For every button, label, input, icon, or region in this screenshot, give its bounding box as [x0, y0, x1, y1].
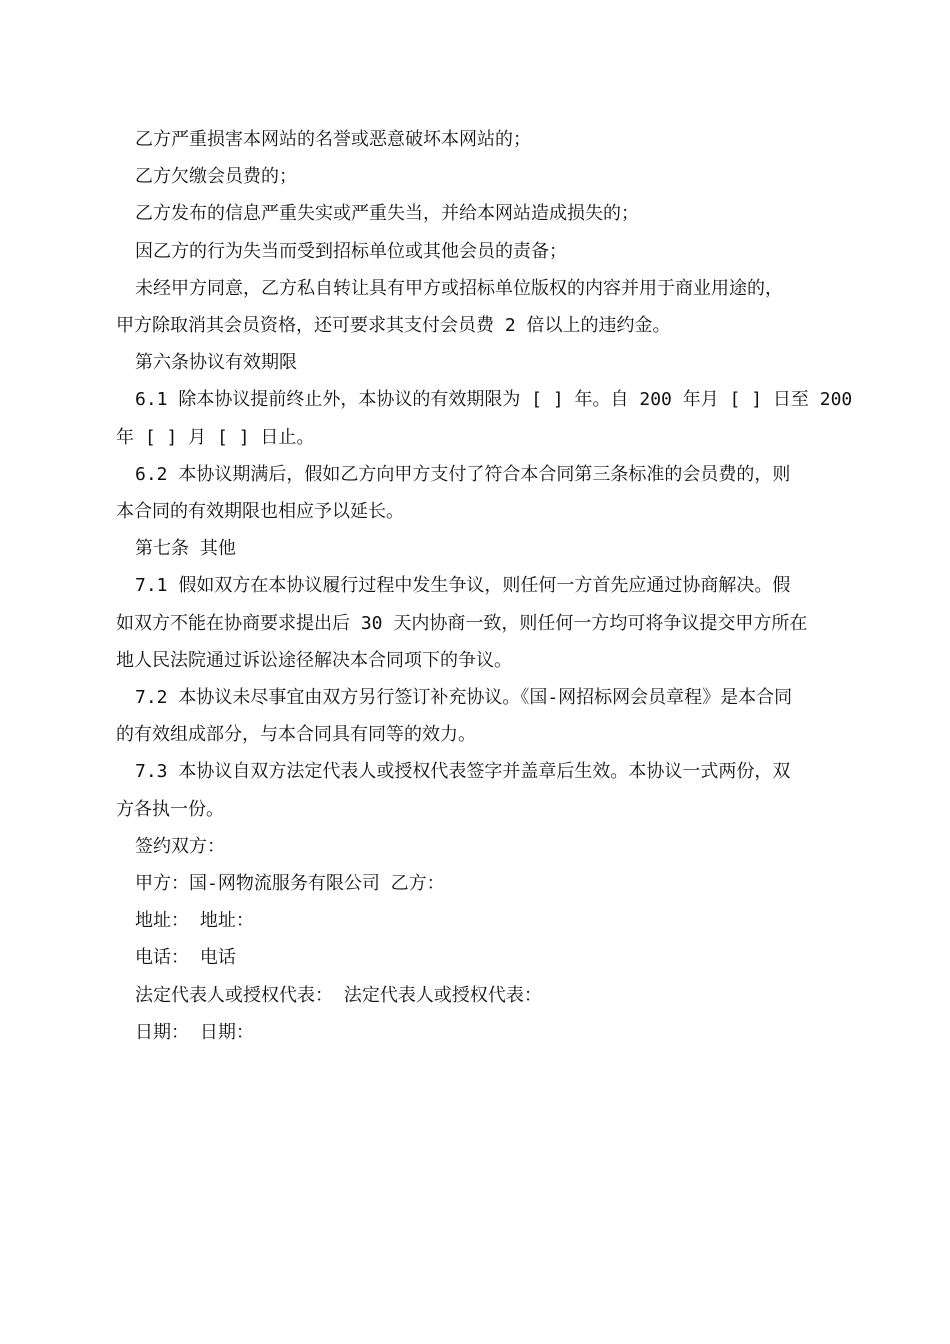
text-line: 第六条协议有效期限 — [135, 352, 297, 374]
text-line: 签约双方： — [135, 835, 225, 857]
text-line: 未经甲方同意，乙方私自转让具有甲方或招标单位版权的内容并用于商业用途的， — [135, 277, 783, 299]
clause-6-1 — [116, 381, 853, 455]
text-line: 6.2 本协议期满后，假如乙方向甲方支付了符合本合同第三条标准的会员费的，则 — [135, 463, 791, 485]
text-line: 本合同的有效期限也相应予以延长。 — [116, 501, 404, 523]
paragraph-violation-copyright — [116, 270, 838, 344]
clause-7-2 — [116, 679, 838, 753]
text-line: 地址： 地址： — [135, 910, 254, 932]
text-line: 年 [ ] 月 [ ] 日止。 — [116, 426, 315, 448]
text-line: 乙方欠缴会员费的； — [135, 166, 297, 188]
signing-parties-heading — [116, 828, 838, 865]
clause-7-1 — [116, 567, 838, 679]
text-line: 的有效组成部分，与本合同具有同等的效力。 — [116, 724, 476, 746]
paragraph-violation-reputation — [116, 121, 838, 158]
signing-phone — [116, 939, 838, 976]
text-line: 第七条 其他 — [135, 538, 236, 560]
text-line: 7.3 本协议自双方法定代表人或授权代表签字并盖章后生效。本协议一式两份，双 — [135, 761, 791, 783]
text-line: 7.2 本协议未尽事宜由双方另行签订补充协议。《国-网招标网会员章程》是本合同 — [135, 687, 793, 709]
text-line: 甲方：国-网物流服务有限公司 乙方： — [135, 873, 445, 895]
signing-address — [116, 902, 838, 939]
section-heading-article-7 — [116, 530, 838, 567]
text-line: 电话： 电话 — [135, 947, 236, 969]
text-line: 乙方严重损害本网站的名誉或恶意破坏本网站的； — [135, 129, 531, 150]
signing-date — [116, 1014, 838, 1051]
paragraph-violation-conduct — [116, 233, 838, 270]
signing-parties-names — [116, 865, 838, 902]
section-heading-article-6 — [116, 344, 838, 381]
paragraph-violation-false-info — [116, 195, 838, 232]
text-line: 法定代表人或授权代表： 法定代表人或授权代表： — [135, 984, 542, 1006]
clause-6-2 — [116, 456, 838, 530]
paragraph-violation-fees — [116, 158, 838, 195]
text-line: 6.1 除本协议提前终止外，本协议的有效期限为 [ ] 年。自 200 年月 [ ] 日至 200 — [135, 389, 853, 411]
text-line: 方各执一份。 — [116, 798, 224, 820]
signing-representative — [116, 977, 838, 1014]
clause-7-3 — [116, 753, 838, 827]
document-page — [116, 121, 853, 1051]
text-line: 日期： 日期： — [135, 1021, 254, 1043]
text-line: 因乙方的行为失当而受到招标单位或其他会员的责备； — [135, 240, 567, 262]
text-line: 7.1 假如双方在本协议履行过程中发生争议，则任何一方首先应通过协商解决。假 — [135, 575, 791, 597]
text-line: 甲方除取消其会员资格，还可要求其支付会员费 2 倍以上的违约金。 — [116, 315, 671, 337]
text-line: 如双方不能在协商要求提出后 30 天内协商一致，则任何一方均可将争议提交甲方所在 — [116, 612, 808, 634]
text-line: 地人民法院通过诉讼途径解决本合同项下的争议。 — [116, 649, 512, 671]
text-line: 乙方发布的信息严重失实或严重失当，并给本网站造成损失的； — [135, 203, 639, 225]
